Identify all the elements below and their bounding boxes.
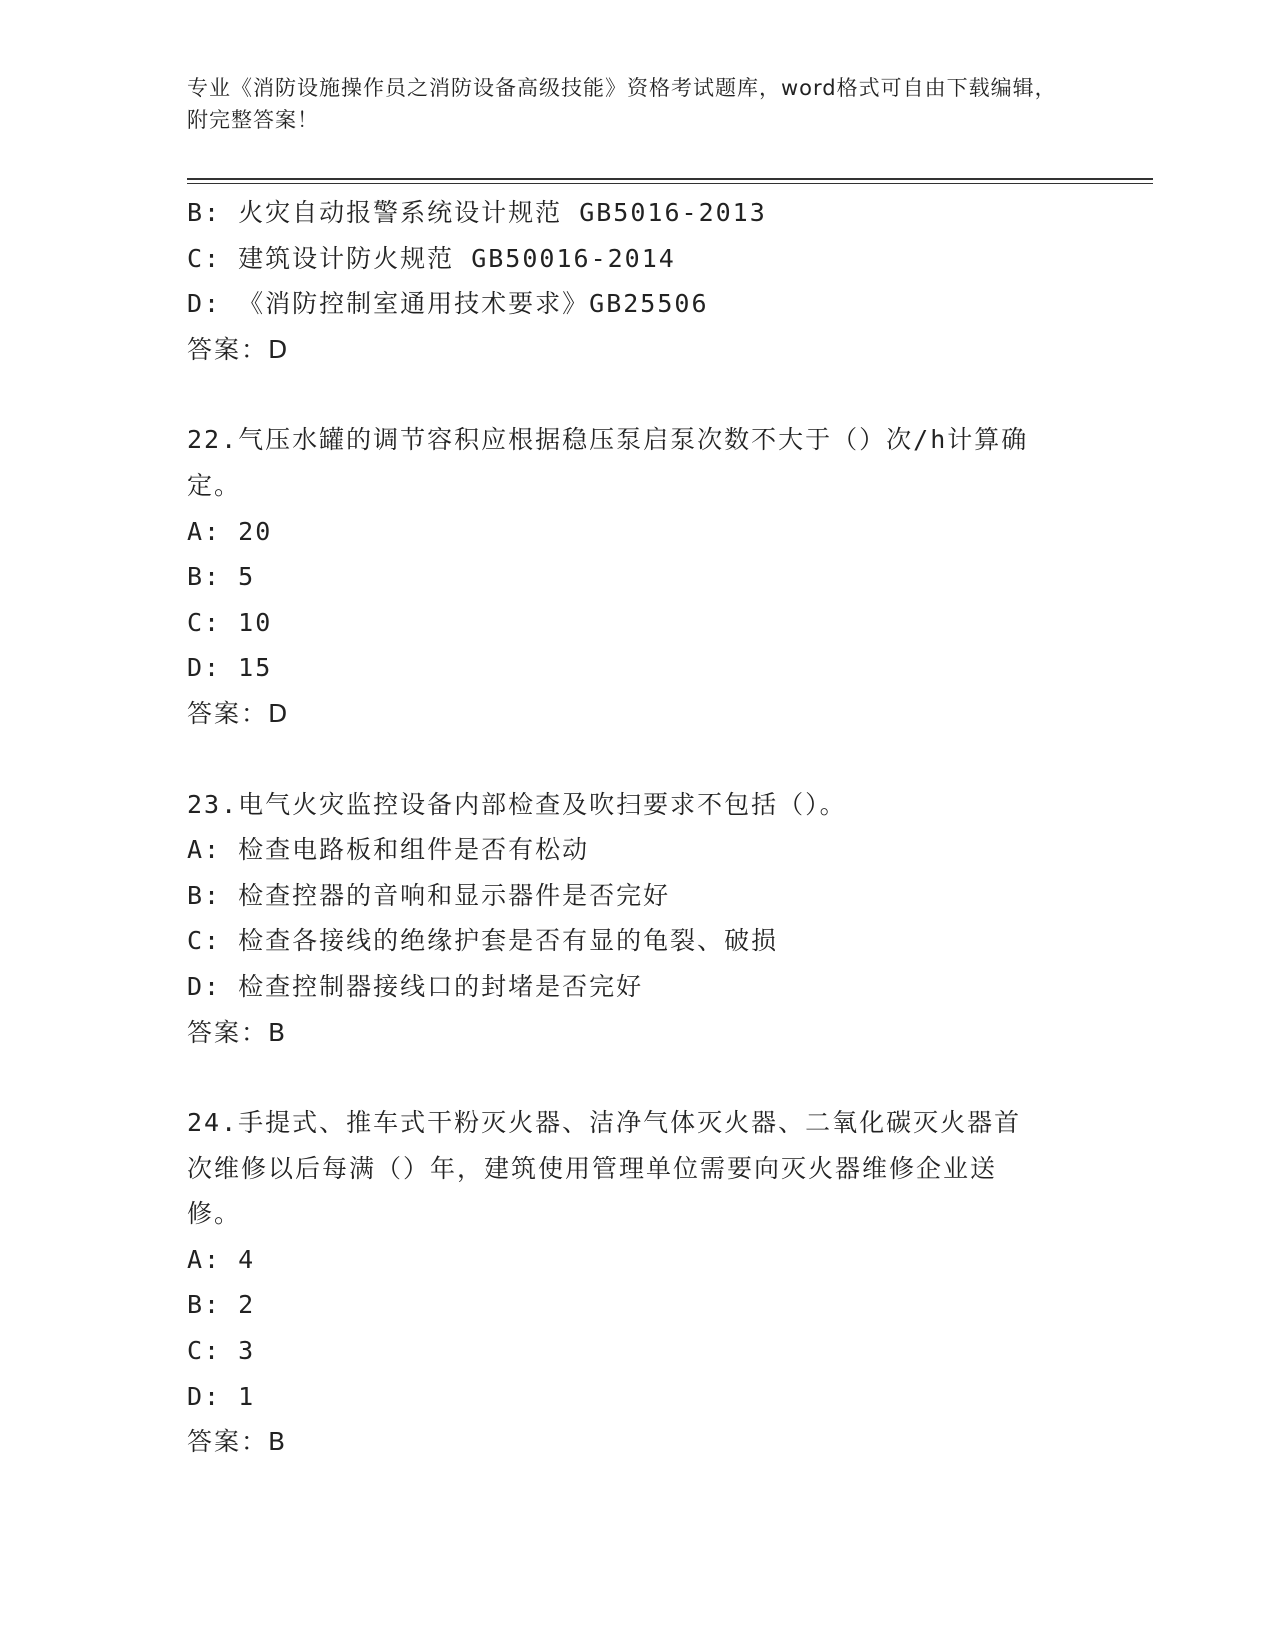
question-stem: 23.电气火灾监控设备内部检查及吹扫要求不包括（）。 — [187, 789, 847, 819]
spacer — [187, 372, 1087, 417]
question-23 — [187, 782, 1087, 1056]
header-rule-thin — [187, 183, 1153, 184]
option-d: D: 《消防控制室通用技术要求》GB25506 — [187, 289, 709, 319]
option-d: D: 1 — [187, 1381, 256, 1411]
question-stem: 24.手提式、推车式干粉灭火器、洁净气体灭火器、二氧化碳灭火器首 — [187, 1108, 1022, 1138]
option-b: B: 火灾自动报警系统设计规范 GB5016-2013 — [187, 198, 767, 227]
question-stem: 修。 — [187, 1199, 242, 1229]
option-a: A: 20 — [187, 516, 273, 546]
question-22 — [187, 417, 1087, 736]
spacer — [187, 737, 1087, 782]
question-24 — [187, 1100, 1087, 1465]
spacer — [187, 1055, 1087, 1100]
option-b: B: 2 — [187, 1290, 256, 1320]
answer-line: 答案：D — [187, 334, 290, 364]
header-rule-thick — [187, 178, 1153, 180]
option-d: D: 检查控制器接线口的封堵是否完好 — [187, 971, 644, 1001]
option-c: C: 建筑设计防火规范 GB50016-2014 — [187, 243, 676, 273]
question-list — [187, 190, 1087, 1465]
continued-question — [187, 190, 1087, 372]
option-b: B: 5 — [187, 562, 256, 592]
option-a: A: 检查电路板和组件是否有松动 — [187, 835, 590, 865]
question-stem: 定。 — [187, 470, 242, 500]
option-c: C: 10 — [187, 607, 273, 637]
answer-line: 答案：B — [187, 1427, 288, 1457]
option-d: D: 15 — [187, 653, 273, 683]
option-c: C: 3 — [187, 1336, 256, 1366]
option-a: A: 4 — [187, 1244, 256, 1274]
question-stem: 22.气压水罐的调节容积应根据稳压泵启泵次数不大于（）次/h计算确 — [187, 425, 1029, 455]
question-stem: 次维修以后每满（）年，建筑使用管理单位需要向灭火器维修企业送 — [187, 1153, 998, 1183]
answer-line: 答案：D — [187, 698, 290, 728]
option-c: C: 检查各接线的绝缘护套是否有显的龟裂、破损 — [187, 926, 779, 956]
option-b: B: 检查控器的音响和显示器件是否完好 — [187, 880, 671, 910]
answer-line: 答案：B — [187, 1017, 288, 1047]
document-header: 专业《消防设施操作员之消防设备高级技能》资格考试题库，word格式可自由下载编辑，附完整答案！ — [187, 76, 1057, 132]
